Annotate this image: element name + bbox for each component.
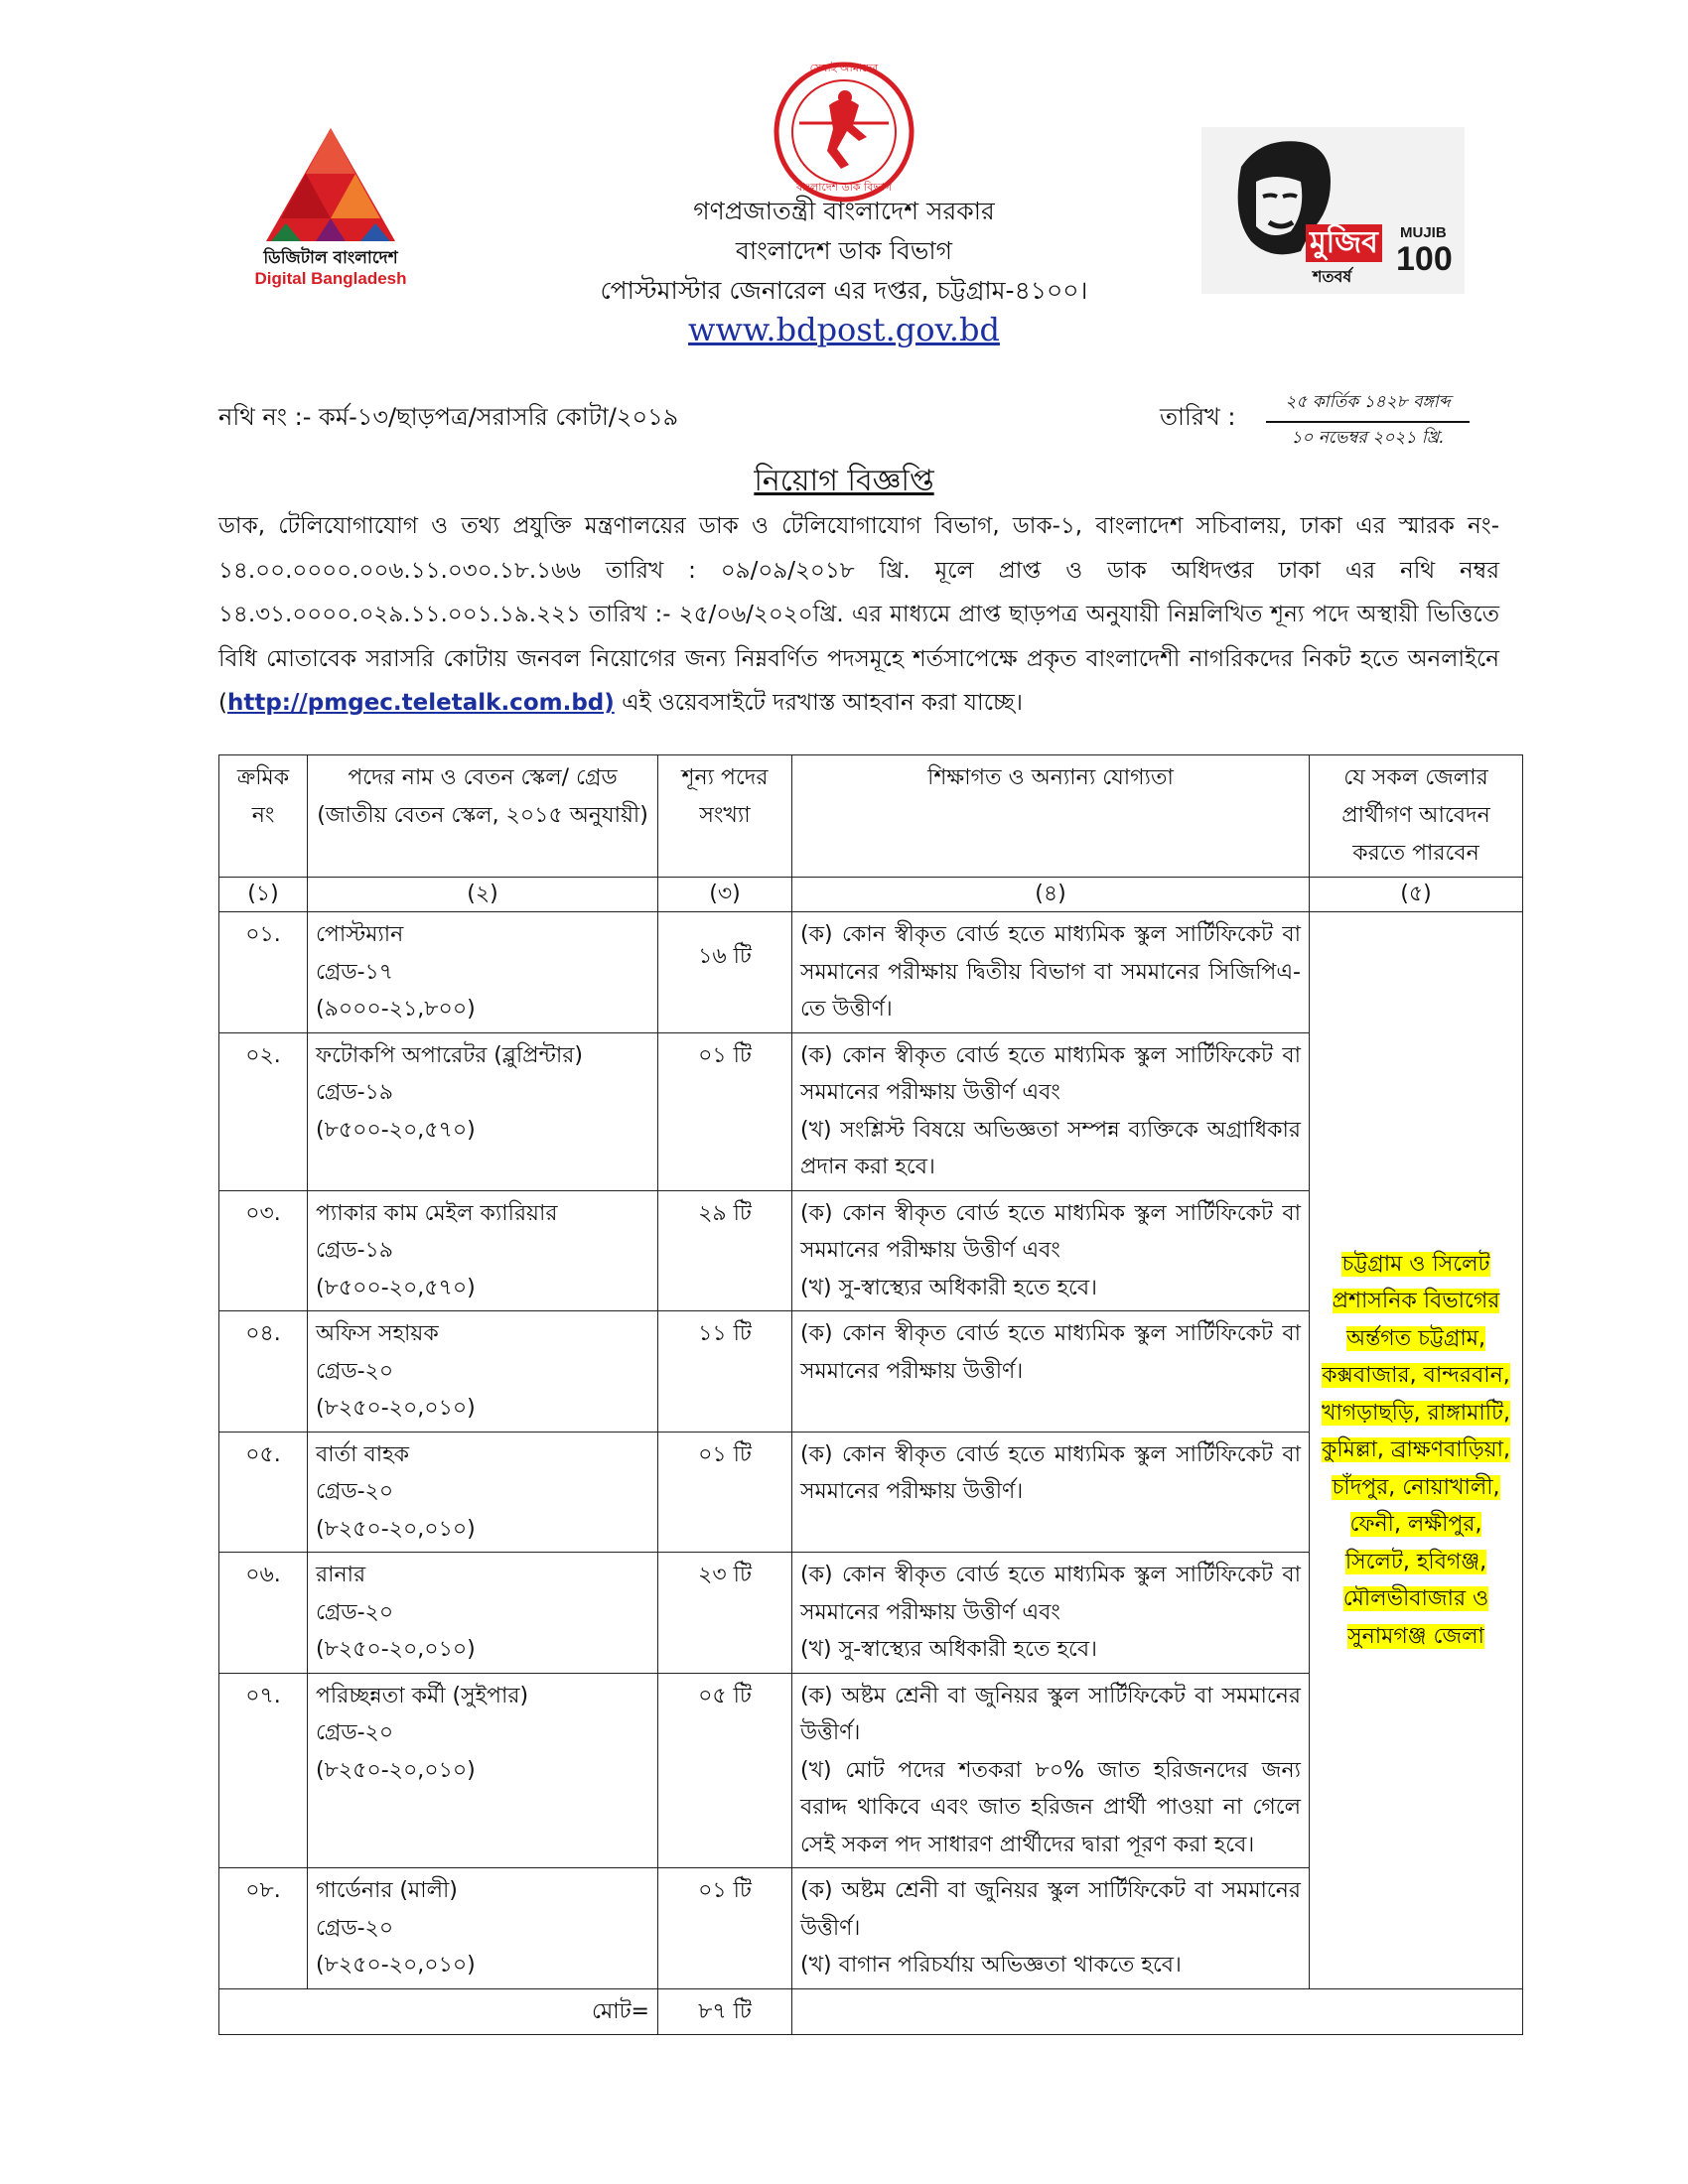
qualification-item: (ক) কোন স্বীকৃত বোর্ড হতে মাধ্যমিক স্কুল সার্টিফিকেট বা সমমানের পরীক্ষায় উত্তীর্ণ। bbox=[800, 1321, 1301, 1384]
post-scale: (৯০০০-২১,৮০০) bbox=[316, 997, 476, 1022]
vacancy-cell: ০১ টি bbox=[658, 1432, 792, 1553]
column-number-row bbox=[219, 878, 1523, 912]
date-label: তারিখ : bbox=[1160, 403, 1236, 431]
post-name: বার্তা বাহক bbox=[316, 1441, 410, 1467]
mujib-logo-sub: শতবর্ষ bbox=[1313, 267, 1352, 286]
post-scale: (৮৫০০-২০,৫৭০) bbox=[316, 1275, 476, 1300]
government-name: গণপ্রজাতন্ত্রী বাংলাদেশ সরকার bbox=[693, 197, 995, 225]
qualification-item: (ক) কোন স্বীকৃত বোর্ড হতে মাধ্যমিক স্কুল সার্টিফিকেট বা সমমানের পরীক্ষায় উত্তীর্ণ এবং bbox=[800, 1200, 1301, 1263]
post-scale: (৮২৫০-২০,০১০) bbox=[316, 1953, 476, 1978]
emblem-top-text: সেবাই আমাদের bbox=[809, 62, 879, 74]
bangladesh-post-emblem bbox=[760, 58, 928, 206]
qualification-cell bbox=[792, 1032, 1310, 1190]
serial-cell: ০৪. bbox=[219, 1311, 308, 1433]
post-name: অফিস সহায়ক bbox=[316, 1321, 439, 1346]
post-grade: গ্রেড-২০ bbox=[316, 1915, 394, 1941]
column-number: (৫) bbox=[1310, 878, 1523, 912]
post-name: ফটোকপি অপারেটর (ব্লুপ্রিন্টার) bbox=[316, 1042, 583, 1068]
post-cell bbox=[308, 1553, 658, 1674]
post-cell bbox=[308, 1032, 658, 1190]
districts-cell bbox=[1310, 912, 1523, 1989]
post-cell bbox=[308, 1311, 658, 1433]
column-number: (২) bbox=[308, 878, 658, 912]
post-cell bbox=[308, 1673, 658, 1868]
qualification-cell bbox=[792, 1868, 1310, 1989]
date-gregorian: ১০ নভেম্বর ২০২১ খ্রি. bbox=[1291, 428, 1445, 448]
qualification-item: (ক) কোন স্বীকৃত বোর্ড হতে মাধ্যমিক স্কুল সার্টিফিকেট বা সমমানের পরীক্ষায় উত্তীর্ণ এবং bbox=[800, 1563, 1301, 1625]
vacancy-cell: ০১ টি bbox=[658, 1032, 792, 1190]
qualification-item: (খ) মোট পদের শতকরা ৮০% জাত হরিজনদের জন্য বরাদ্দ থাকিবে এবং জাত হরিজন প্রার্থী পাওয়া না গেলে সেই সকল পদ সাধারণ প্রার্থীদের দ্বারা পূরণ করা হবে। bbox=[800, 1757, 1301, 1857]
post-name: গার্ডেনার (মালী) bbox=[316, 1878, 458, 1903]
qualification-item: (ক) অষ্টম শ্রেনী বা জুনিয়র স্কুল সার্টিফিকেট বা সমমানের উত্তীর্ণ। bbox=[800, 1878, 1301, 1941]
post-grade: গ্রেড-১৭ bbox=[316, 959, 394, 985]
serial-cell: ০৮. bbox=[219, 1868, 308, 1989]
application-site-link[interactable]: http://pmgec.teletalk.com.bd) bbox=[226, 690, 615, 716]
qualification-cell bbox=[792, 912, 1310, 1033]
qualification-item: (ক) কোন স্বীকৃত বোর্ড হতে মাধ্যমিক স্কুল সার্টিফিকেট বা সমমানের পরীক্ষায় উত্তীর্ণ। bbox=[800, 1441, 1301, 1504]
notice-title bbox=[0, 457, 1688, 507]
post-name: প্যাকার কাম মেইল ক্যারিয়ার bbox=[316, 1200, 558, 1226]
department-name: বাংলাদেশ ডাক বিভাগ bbox=[735, 236, 953, 265]
qualification-cell bbox=[792, 1190, 1310, 1311]
website-link[interactable]: www.bdpost.gov.bd bbox=[688, 311, 1000, 348]
memo-reference: নথি নং :- কর্ম-১৩/ছাড়পত্র/সরাসরি কোটা/২০১৯ bbox=[218, 403, 679, 431]
post-grade: গ্রেড-২০ bbox=[316, 1479, 394, 1504]
post-cell bbox=[308, 912, 658, 1033]
header-qualification: শিক্ষাগত ও অন্যান্য যোগ্যতা bbox=[792, 755, 1310, 878]
vacancy-table bbox=[218, 754, 1523, 2035]
qualification-item: (খ) সু-স্বাস্থ্যের অধিকারী হতে হবে। bbox=[800, 1275, 1097, 1300]
column-number: (১) bbox=[219, 878, 308, 912]
header-post: পদের নাম ও বেতন স্কেল/ গ্রেড (জাতীয় বেতন স্কেল, ২০১৫ অনুযায়ী) bbox=[308, 755, 658, 878]
post-cell bbox=[308, 1432, 658, 1553]
intro-text-1: ডাক, টেলিযোগাযোগ ও তথ্য প্রযুক্তি মন্ত্রণালয়ের ডাক ও টেলিযোগাযোগ বিভাগ, ডাক-১, বাংলাদেশ সচিবালয়, ঢাকা এর স্মারক নং- ১৪.০০.০০০০.০০৬.১১.০৩০.১৮.১৬৬ তারিখ : ০৯/০৯/২০১৮ খ্রি. মূলে প্রাপ্ত ও ডাক অধিদপ্তর ঢাকা এর নথি নম্বর ১৪.৩১.০০০০.০২৯.১১.০০১.১৯.২২১ তারিখ :- ২৫/০৬/২০২০খ্রি. এর মাধ্যমে প্রাপ্ত ছাড়পত্র অনুযায়ী নিম্নলিখিত শূন্য পদে অস্থায়ী ভিত্তিতে বিধি মোতাবেক সরাসরি কোটায় জনবল নিয়োগের জন্য নিম্নবর্ণিত পদসমূহে শর্তসাপেক্ষে প্রকৃত বাংলাদেশী নাগরিকদের নিকট হতে অনলাইনে ( bbox=[218, 513, 1499, 716]
serial-cell: ০৩. bbox=[219, 1190, 308, 1311]
serial-cell: ০২. bbox=[219, 1032, 308, 1190]
serial-cell: ০৫. bbox=[219, 1432, 308, 1553]
table-row bbox=[219, 912, 1523, 1033]
post-grade: গ্রেড-২০ bbox=[316, 1720, 394, 1745]
post-cell bbox=[308, 1190, 658, 1311]
mujib-logo-num: 100 bbox=[1396, 240, 1453, 278]
date-bengali: ২৫ কার্তিক ১৪২৮ বঙ্গাব্দ bbox=[1266, 389, 1470, 423]
vacancy-cell: ১৬ টি bbox=[658, 912, 792, 1033]
vacancy-cell: ০১ টি bbox=[658, 1868, 792, 1989]
post-grade: গ্রেড-১৯ bbox=[316, 1080, 394, 1105]
column-number: (৪) bbox=[792, 878, 1310, 912]
intro-text-2: এই ওয়েবসাইটে দরখাস্ত আহবান করা যাচ্ছে। bbox=[614, 690, 1023, 716]
serial-cell: ০১. bbox=[219, 912, 308, 1033]
qualification-item: (ক) কোন স্বীকৃত বোর্ড হতে মাধ্যমিক স্কুল সার্টিফিকেট বা সমমানের পরীক্ষায় উত্তীর্ণ এবং bbox=[800, 1042, 1301, 1105]
header-serial: ক্রমিক নং bbox=[219, 755, 308, 878]
total-value: ৮৭ টি bbox=[658, 1988, 792, 2035]
total-empty-cell bbox=[792, 1988, 1523, 2035]
serial-cell: ০৭. bbox=[219, 1673, 308, 1868]
serial-cell: ০৬. bbox=[219, 1553, 308, 1674]
post-scale: (৮৫০০-২০,৫৭০) bbox=[316, 1117, 476, 1143]
post-scale: (৮২৫০-২০,০১০) bbox=[316, 1516, 476, 1542]
qualification-cell bbox=[792, 1432, 1310, 1553]
column-number: (৩) bbox=[658, 878, 792, 912]
qualification-cell bbox=[792, 1311, 1310, 1433]
qualification-item: (খ) সংশ্লিস্ট বিষয়ে অভিজ্ঞতা সম্পন্ন ব্যক্তিকে অগ্রাধিকার প্রদান করা হবে। bbox=[800, 1117, 1301, 1179]
mujib-logo-en: MUJIB bbox=[1400, 224, 1447, 241]
total-row bbox=[219, 1988, 1523, 2035]
post-name: পোস্টম্যান bbox=[316, 922, 404, 947]
table-header-row bbox=[219, 755, 1523, 878]
mujib-logo-bn: মুজিব bbox=[1306, 224, 1382, 262]
post-name: রানার bbox=[316, 1563, 366, 1587]
post-scale: (৮২৫০-২০,০১০) bbox=[316, 1637, 476, 1662]
total-label: মোট= bbox=[219, 1988, 658, 2035]
post-name: পরিচ্ছন্নতা কর্মী (সুইপার) bbox=[316, 1683, 529, 1708]
digital-logo-bn-text: ডিজিটাল বাংলাদেশ bbox=[263, 248, 398, 268]
emblem-bottom-text: বাংলাদেশ ডাক বিভাগ bbox=[796, 181, 892, 194]
post-grade: গ্রেড-১৯ bbox=[316, 1238, 394, 1263]
header-districts: যে সকল জেলার প্রার্থীগণ আবেদন করতে পারবেন bbox=[1310, 755, 1523, 878]
qualification-item: (খ) সু-স্বাস্থ্যের অধিকারী হতে হবে। bbox=[800, 1637, 1097, 1662]
qualification-item: (ক) অষ্টম শ্রেনী বা জুনিয়র স্কুল সার্টিফিকেট বা সমমানের উত্তীর্ণ। bbox=[800, 1683, 1301, 1745]
post-scale: (৮২৫০-২০,০১০) bbox=[316, 1757, 476, 1783]
vacancy-cell: ১১ টি bbox=[658, 1311, 792, 1433]
qualification-item: (ক) কোন স্বীকৃত বোর্ড হতে মাধ্যমিক স্কুল সার্টিফিকেট বা সমমানের পরীক্ষায় দ্বিতীয় বিভাগ বা সমমানের সিজিপিএ-তে উত্তীর্ণ। bbox=[800, 922, 1301, 1022]
post-grade: গ্রেড-২০ bbox=[316, 1599, 394, 1625]
header-vacancies: শূন্য পদের সংখ্যা bbox=[658, 755, 792, 878]
vacancy-cell: ২৩ টি bbox=[658, 1553, 792, 1674]
qualification-item: (খ) বাগান পরিচর্যায় অভিজ্ঞতা থাকতে হবে। bbox=[800, 1953, 1182, 1978]
qualification-cell bbox=[792, 1673, 1310, 1868]
vacancy-cell: ২৯ টি bbox=[658, 1190, 792, 1311]
qualification-cell bbox=[792, 1553, 1310, 1674]
eligible-districts: চট্টগ্রাম ও সিলেট প্রশাসনিক বিভাগের অর্ন্তগত চট্টগ্রাম, কক্সবাজার, বান্দরবান, খাগড়াছড়ি, রাঙ্গামাটি, কুমিল্লা, ব্রাক্ষণবাড়িয়া, চাঁদপুর, নোয়াখালী, ফেনী, লক্ষীপুর, সিলেট, হবিগঞ্জ, মৌলভীবাজার ও সুনামগঞ্জ জেলা bbox=[1321, 1251, 1511, 1649]
office-address: পোস্টমাস্টার জেনারেল এর দপ্তর, চট্টগ্রাম-৪১০০। bbox=[600, 276, 1088, 305]
post-scale: (৮২৫০-২০,০১০) bbox=[316, 1396, 476, 1421]
notice-title-text: নিয়োগ বিজ্ঞপ্তি bbox=[754, 464, 934, 498]
intro-paragraph bbox=[218, 504, 1499, 726]
post-cell bbox=[308, 1868, 658, 1989]
digital-logo-en-text: Digital Bangladesh bbox=[254, 269, 407, 288]
post-grade: গ্রেড-২০ bbox=[316, 1358, 394, 1384]
vacancy-cell: ০৫ টি bbox=[658, 1673, 792, 1868]
